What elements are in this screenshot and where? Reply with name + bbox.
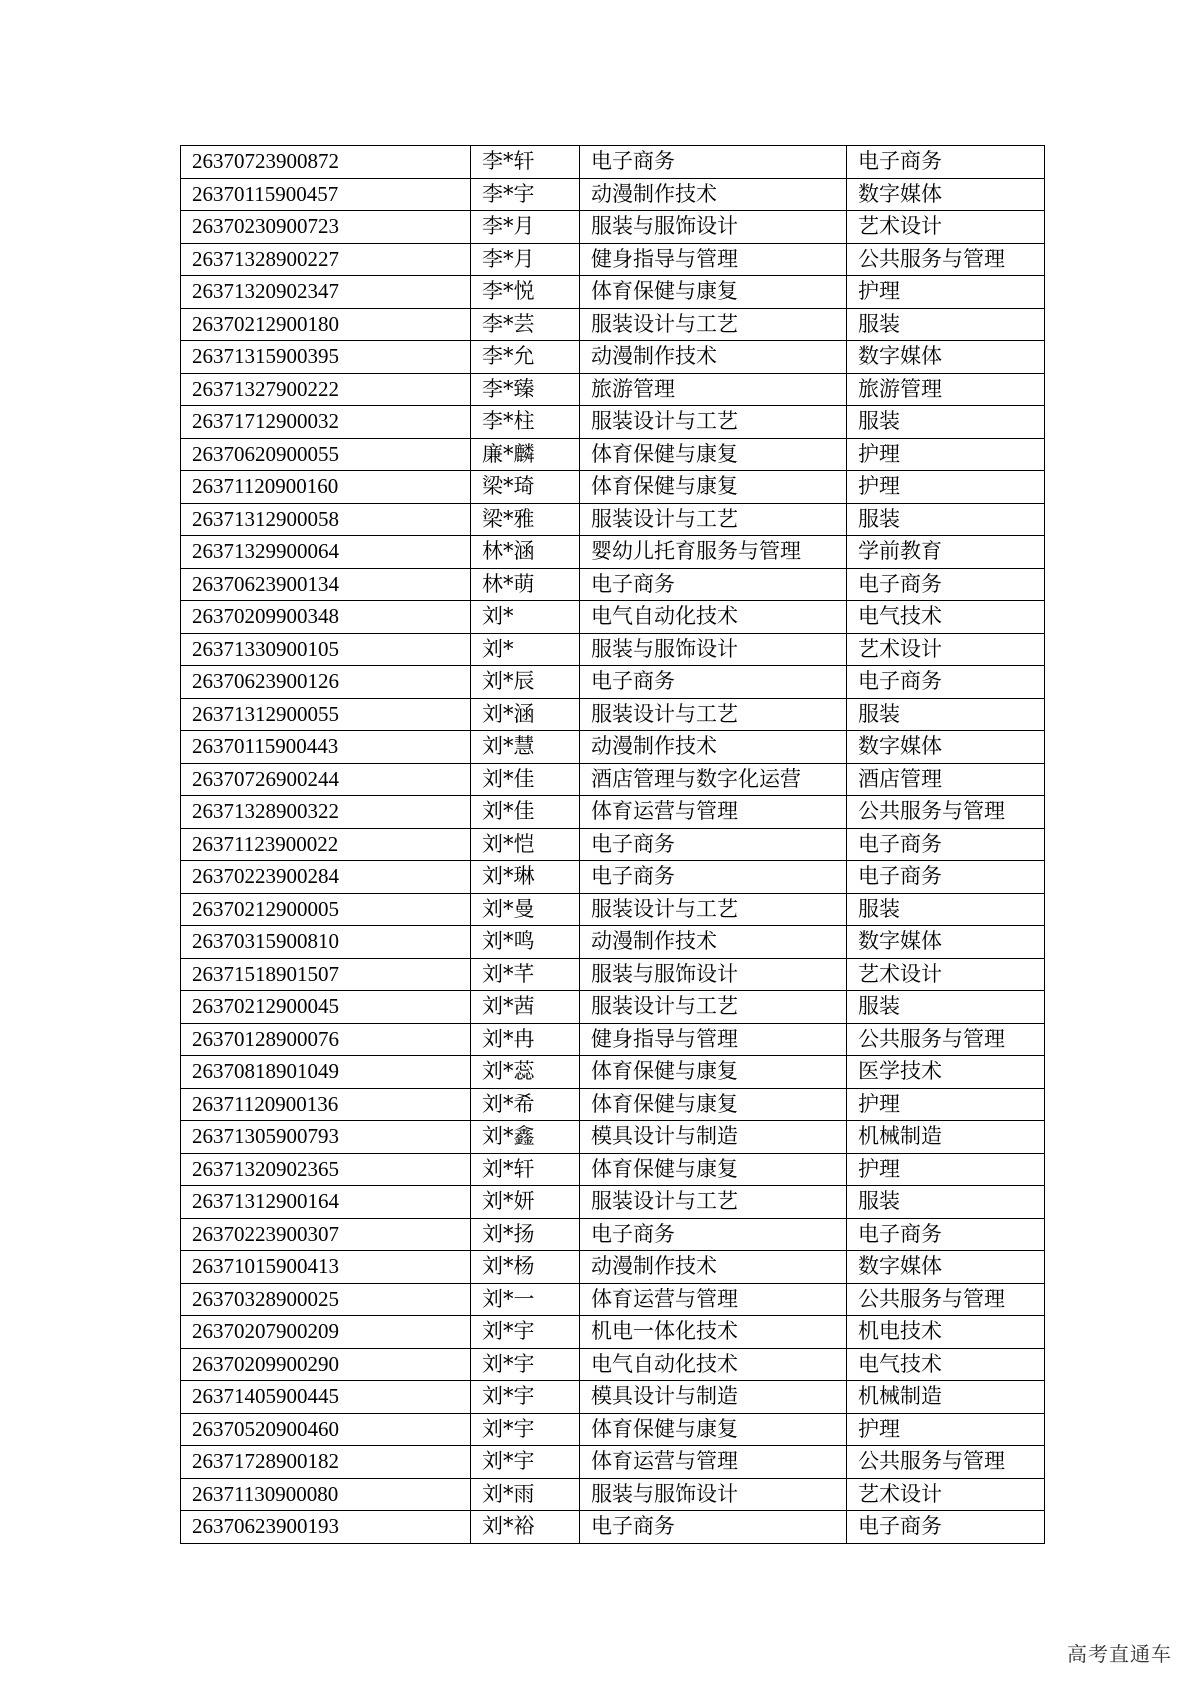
category-cell: 医学技术 — [847, 1056, 1045, 1089]
exam-number-cell: 26371315900395 — [181, 341, 471, 374]
exam-number-cell: 26370212900180 — [181, 308, 471, 341]
table-row — [181, 1478, 1045, 1511]
category-cell: 服装 — [847, 893, 1045, 926]
major-cell: 服装设计与工艺 — [580, 1186, 847, 1219]
table-row — [181, 1348, 1045, 1381]
category-cell: 艺术设计 — [847, 1478, 1045, 1511]
exam-number-cell: 26371130900080 — [181, 1478, 471, 1511]
major-cell: 体育保健与康复 — [580, 471, 847, 504]
student-name-cell: 刘*鑫 — [471, 1121, 580, 1154]
major-cell: 服装设计与工艺 — [580, 698, 847, 731]
category-cell: 机械制造 — [847, 1381, 1045, 1414]
table-row — [181, 926, 1045, 959]
category-cell: 机电技术 — [847, 1316, 1045, 1349]
exam-number-cell: 26371728900182 — [181, 1446, 471, 1479]
category-cell: 服装 — [847, 308, 1045, 341]
student-name-cell: 刘*涵 — [471, 698, 580, 731]
category-cell: 机械制造 — [847, 1121, 1045, 1154]
student-name-cell: 刘*琳 — [471, 861, 580, 894]
major-cell: 服装设计与工艺 — [580, 991, 847, 1024]
exam-number-cell: 26370223900284 — [181, 861, 471, 894]
student-name-cell: 李*芸 — [471, 308, 580, 341]
student-name-cell: 刘* — [471, 633, 580, 666]
exam-number-cell: 26371015900413 — [181, 1251, 471, 1284]
major-cell: 服装与服饰设计 — [580, 1478, 847, 1511]
student-name-cell: 梁*雅 — [471, 503, 580, 536]
student-name-cell: 刘*裕 — [471, 1511, 580, 1544]
table-row — [181, 471, 1045, 504]
major-cell: 电子商务 — [580, 1511, 847, 1544]
major-cell: 电气自动化技术 — [580, 601, 847, 634]
exam-number-cell: 26370212900045 — [181, 991, 471, 1024]
student-name-cell: 刘*恺 — [471, 828, 580, 861]
category-cell: 艺术设计 — [847, 958, 1045, 991]
table-row — [181, 568, 1045, 601]
category-cell: 电子商务 — [847, 861, 1045, 894]
table-row — [181, 341, 1045, 374]
table-row — [181, 861, 1045, 894]
major-cell: 服装与服饰设计 — [580, 211, 847, 244]
table-row — [181, 1023, 1045, 1056]
exam-number-cell: 26370223900307 — [181, 1218, 471, 1251]
category-cell: 护理 — [847, 471, 1045, 504]
table-row — [181, 991, 1045, 1024]
student-name-cell: 廉*麟 — [471, 438, 580, 471]
major-cell: 动漫制作技术 — [580, 178, 847, 211]
exam-number-cell: 26371327900222 — [181, 373, 471, 406]
major-cell: 模具设计与制造 — [580, 1121, 847, 1154]
student-name-cell: 刘*茜 — [471, 991, 580, 1024]
major-cell: 体育保健与康复 — [580, 1088, 847, 1121]
exam-number-cell: 26371305900793 — [181, 1121, 471, 1154]
table-row — [181, 178, 1045, 211]
category-cell: 旅游管理 — [847, 373, 1045, 406]
table-row — [181, 893, 1045, 926]
table-row — [181, 373, 1045, 406]
student-name-cell: 刘*佳 — [471, 763, 580, 796]
category-cell: 公共服务与管理 — [847, 243, 1045, 276]
student-name-cell: 李*月 — [471, 211, 580, 244]
table-row — [181, 211, 1045, 244]
major-cell: 机电一体化技术 — [580, 1316, 847, 1349]
student-name-cell: 李*月 — [471, 243, 580, 276]
exam-number-cell: 26371405900445 — [181, 1381, 471, 1414]
table-row — [181, 1316, 1045, 1349]
category-cell: 艺术设计 — [847, 633, 1045, 666]
student-name-cell: 李*臻 — [471, 373, 580, 406]
exam-number-cell: 26371120900160 — [181, 471, 471, 504]
table-row — [181, 406, 1045, 439]
major-cell: 服装设计与工艺 — [580, 893, 847, 926]
student-name-cell: 林*萌 — [471, 568, 580, 601]
exam-number-cell: 26371312900055 — [181, 698, 471, 731]
table-row — [181, 1511, 1045, 1544]
exam-number-cell: 26370623900126 — [181, 666, 471, 699]
table-row — [181, 958, 1045, 991]
admission-table — [180, 145, 1045, 1544]
student-name-cell: 刘*一 — [471, 1283, 580, 1316]
major-cell: 健身指导与管理 — [580, 243, 847, 276]
table-row — [181, 601, 1045, 634]
student-name-cell: 李*轩 — [471, 146, 580, 179]
student-name-cell: 刘*佳 — [471, 796, 580, 829]
table-row — [181, 1218, 1045, 1251]
exam-number-cell: 26370115900457 — [181, 178, 471, 211]
exam-number-cell: 26370128900076 — [181, 1023, 471, 1056]
category-cell: 公共服务与管理 — [847, 1023, 1045, 1056]
major-cell: 服装与服饰设计 — [580, 633, 847, 666]
major-cell: 动漫制作技术 — [580, 926, 847, 959]
student-name-cell: 李*允 — [471, 341, 580, 374]
category-cell: 公共服务与管理 — [847, 1283, 1045, 1316]
exam-number-cell: 26371312900164 — [181, 1186, 471, 1219]
exam-number-cell: 26371328900322 — [181, 796, 471, 829]
major-cell: 电子商务 — [580, 1218, 847, 1251]
major-cell: 模具设计与制造 — [580, 1381, 847, 1414]
major-cell: 体育保健与康复 — [580, 1056, 847, 1089]
major-cell: 体育运营与管理 — [580, 1283, 847, 1316]
student-name-cell: 刘*宇 — [471, 1316, 580, 1349]
watermark-text: 高考直通车 — [1067, 1642, 1172, 1666]
exam-number-cell: 26371312900058 — [181, 503, 471, 536]
student-name-cell: 林*涵 — [471, 536, 580, 569]
category-cell: 电子商务 — [847, 828, 1045, 861]
major-cell: 旅游管理 — [580, 373, 847, 406]
exam-number-cell: 26370623900134 — [181, 568, 471, 601]
student-name-cell: 刘*雨 — [471, 1478, 580, 1511]
major-cell: 电子商务 — [580, 146, 847, 179]
table-row — [181, 536, 1045, 569]
exam-number-cell: 26370230900723 — [181, 211, 471, 244]
table-row — [181, 1186, 1045, 1219]
student-name-cell: 刘*曼 — [471, 893, 580, 926]
table-row — [181, 308, 1045, 341]
student-name-cell: 刘*妍 — [471, 1186, 580, 1219]
major-cell: 服装与服饰设计 — [580, 958, 847, 991]
student-name-cell: 李*悦 — [471, 276, 580, 309]
table-row — [181, 796, 1045, 829]
student-name-cell: 刘*慧 — [471, 731, 580, 764]
student-name-cell: 李*宇 — [471, 178, 580, 211]
category-cell: 公共服务与管理 — [847, 796, 1045, 829]
category-cell: 电子商务 — [847, 146, 1045, 179]
table-row — [181, 1446, 1045, 1479]
table-row — [181, 1413, 1045, 1446]
student-name-cell: 李*柱 — [471, 406, 580, 439]
student-name-cell: 刘*杨 — [471, 1251, 580, 1284]
student-name-cell: 刘*辰 — [471, 666, 580, 699]
exam-number-cell: 26370209900348 — [181, 601, 471, 634]
exam-number-cell: 26371320902347 — [181, 276, 471, 309]
category-cell: 艺术设计 — [847, 211, 1045, 244]
major-cell: 婴幼儿托育服务与管理 — [580, 536, 847, 569]
major-cell: 体育运营与管理 — [580, 1446, 847, 1479]
table-row — [181, 1153, 1045, 1186]
table-row — [181, 243, 1045, 276]
category-cell: 服装 — [847, 406, 1045, 439]
category-cell: 酒店管理 — [847, 763, 1045, 796]
category-cell: 服装 — [847, 991, 1045, 1024]
exam-number-cell: 26370209900290 — [181, 1348, 471, 1381]
major-cell: 服装设计与工艺 — [580, 308, 847, 341]
table-row — [181, 731, 1045, 764]
category-cell: 服装 — [847, 503, 1045, 536]
table-row — [181, 1121, 1045, 1154]
category-cell: 护理 — [847, 438, 1045, 471]
category-cell: 电子商务 — [847, 1511, 1045, 1544]
category-cell: 电气技术 — [847, 1348, 1045, 1381]
exam-number-cell: 26370818901049 — [181, 1056, 471, 1089]
exam-number-cell: 26370620900055 — [181, 438, 471, 471]
major-cell: 体育保健与康复 — [580, 276, 847, 309]
student-name-cell: 刘*宇 — [471, 1381, 580, 1414]
table-row — [181, 503, 1045, 536]
table-row — [181, 666, 1045, 699]
table-row — [181, 1088, 1045, 1121]
major-cell: 体育保健与康复 — [580, 1153, 847, 1186]
category-cell: 公共服务与管理 — [847, 1446, 1045, 1479]
exam-number-cell: 26371330900105 — [181, 633, 471, 666]
exam-number-cell: 26370115900443 — [181, 731, 471, 764]
category-cell: 电子商务 — [847, 568, 1045, 601]
major-cell: 服装设计与工艺 — [580, 503, 847, 536]
student-name-cell: 刘*冉 — [471, 1023, 580, 1056]
major-cell: 体育保健与康复 — [580, 438, 847, 471]
exam-number-cell: 26371120900136 — [181, 1088, 471, 1121]
student-name-cell: 刘*蕊 — [471, 1056, 580, 1089]
major-cell: 电子商务 — [580, 828, 847, 861]
table-row — [181, 146, 1045, 179]
student-name-cell: 梁*琦 — [471, 471, 580, 504]
major-cell: 动漫制作技术 — [580, 1251, 847, 1284]
exam-number-cell: 26371329900064 — [181, 536, 471, 569]
category-cell: 服装 — [847, 1186, 1045, 1219]
category-cell: 学前教育 — [847, 536, 1045, 569]
category-cell: 服装 — [847, 698, 1045, 731]
category-cell: 电气技术 — [847, 601, 1045, 634]
table-row — [181, 438, 1045, 471]
table-row — [181, 1056, 1045, 1089]
category-cell: 数字媒体 — [847, 341, 1045, 374]
major-cell: 电子商务 — [580, 568, 847, 601]
student-name-cell: 刘*轩 — [471, 1153, 580, 1186]
category-cell: 护理 — [847, 276, 1045, 309]
major-cell: 体育保健与康复 — [580, 1413, 847, 1446]
category-cell: 护理 — [847, 1413, 1045, 1446]
category-cell: 护理 — [847, 1088, 1045, 1121]
major-cell: 电气自动化技术 — [580, 1348, 847, 1381]
exam-number-cell: 26370207900209 — [181, 1316, 471, 1349]
category-cell: 数字媒体 — [847, 731, 1045, 764]
student-name-cell: 刘*鸣 — [471, 926, 580, 959]
student-name-cell: 刘*扬 — [471, 1218, 580, 1251]
table-row — [181, 763, 1045, 796]
table-row — [181, 1283, 1045, 1316]
table-row — [181, 1251, 1045, 1284]
student-name-cell: 刘*宇 — [471, 1348, 580, 1381]
table-row — [181, 276, 1045, 309]
category-cell: 电子商务 — [847, 1218, 1045, 1251]
category-cell: 数字媒体 — [847, 1251, 1045, 1284]
category-cell: 数字媒体 — [847, 178, 1045, 211]
major-cell: 动漫制作技术 — [580, 731, 847, 764]
table-row — [181, 633, 1045, 666]
exam-number-cell: 26370623900193 — [181, 1511, 471, 1544]
major-cell: 酒店管理与数字化运营 — [580, 763, 847, 796]
exam-number-cell: 26370723900872 — [181, 146, 471, 179]
exam-number-cell: 26371712900032 — [181, 406, 471, 439]
major-cell: 服装设计与工艺 — [580, 406, 847, 439]
exam-number-cell: 26370212900005 — [181, 893, 471, 926]
exam-number-cell: 26371123900022 — [181, 828, 471, 861]
exam-number-cell: 26371518901507 — [181, 958, 471, 991]
category-cell: 护理 — [847, 1153, 1045, 1186]
exam-number-cell: 26371320902365 — [181, 1153, 471, 1186]
category-cell: 数字媒体 — [847, 926, 1045, 959]
student-name-cell: 刘*芊 — [471, 958, 580, 991]
admission-table-body — [181, 146, 1045, 1544]
major-cell: 电子商务 — [580, 666, 847, 699]
major-cell: 体育运营与管理 — [580, 796, 847, 829]
exam-number-cell: 26370520900460 — [181, 1413, 471, 1446]
major-cell: 动漫制作技术 — [580, 341, 847, 374]
student-name-cell: 刘*宇 — [471, 1446, 580, 1479]
table-row — [181, 698, 1045, 731]
exam-number-cell: 26370726900244 — [181, 763, 471, 796]
exam-number-cell: 26371328900227 — [181, 243, 471, 276]
student-name-cell: 刘* — [471, 601, 580, 634]
major-cell: 电子商务 — [580, 861, 847, 894]
exam-number-cell: 26370328900025 — [181, 1283, 471, 1316]
table-row — [181, 828, 1045, 861]
student-name-cell: 刘*希 — [471, 1088, 580, 1121]
table-row — [181, 1381, 1045, 1414]
student-name-cell: 刘*宇 — [471, 1413, 580, 1446]
exam-number-cell: 26370315900810 — [181, 926, 471, 959]
category-cell: 电子商务 — [847, 666, 1045, 699]
major-cell: 健身指导与管理 — [580, 1023, 847, 1056]
